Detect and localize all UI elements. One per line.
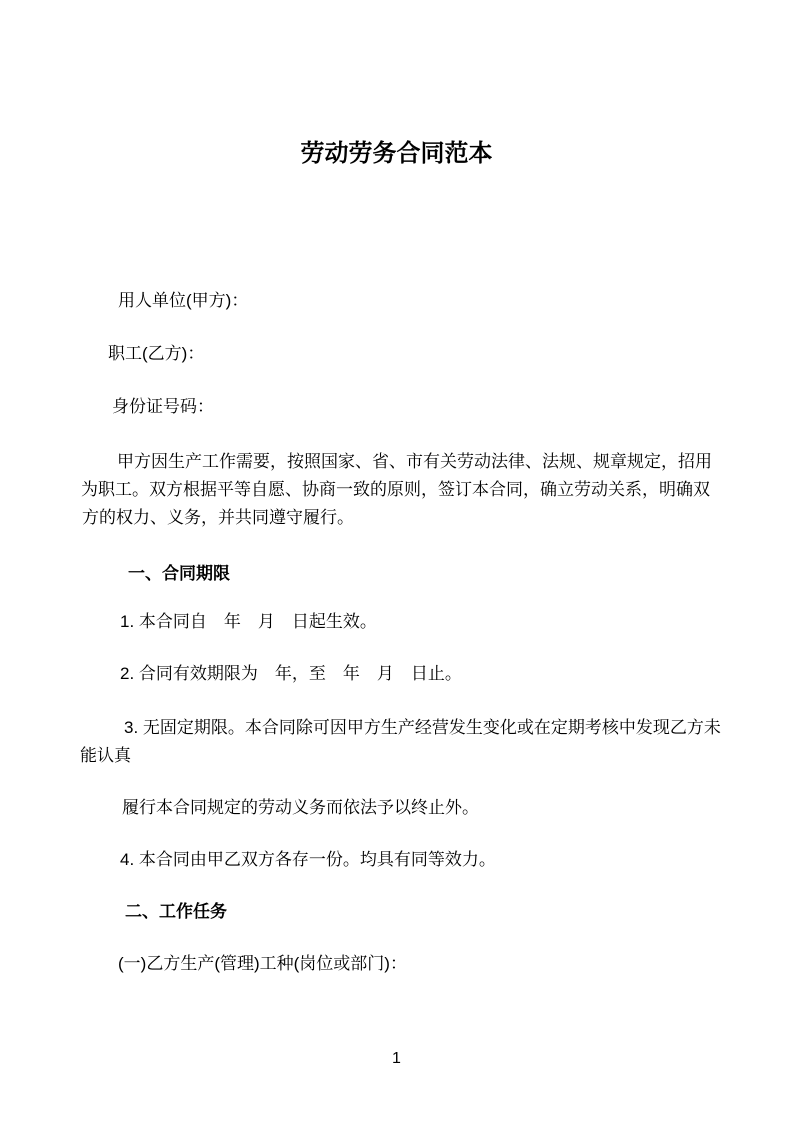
intro-paragraph bbox=[80, 448, 713, 532]
intro-paragraph-line-3: 方的权力、义务，并共同遵守履行。 bbox=[82, 508, 354, 527]
id-number-field-line: 身份证号码： bbox=[112, 397, 214, 416]
contract-item-3 bbox=[80, 714, 721, 770]
contract-item-3-line-2: 能认真 bbox=[80, 746, 131, 765]
employer-field-line: 用人单位(甲方)： bbox=[118, 291, 249, 310]
page-number: 1 bbox=[392, 1050, 401, 1067]
document-title: 劳动劳务合同范本 bbox=[300, 140, 493, 167]
contract-item-3-line-1: 3. 无固定期限。本合同除可因甲方生产经营发生变化或在定期考核中发现乙方未 bbox=[124, 718, 721, 737]
contract-item-1: 1. 本合同自 年 月 日起生效。 bbox=[120, 612, 377, 631]
section-2-heading: 二、工作任务 bbox=[125, 902, 227, 921]
section-2-item-1: (一)乙方生产(管理)工种(岗位或部门)： bbox=[118, 954, 407, 973]
contract-item-4: 4. 本合同由甲乙双方各存一份。均具有同等效力。 bbox=[120, 850, 496, 869]
section-1-heading: 一、合同期限 bbox=[128, 564, 230, 583]
employee-field-line: 职工(乙方)： bbox=[108, 344, 205, 363]
contract-item-2: 2. 合同有效期限为 年，至 年 月 日止。 bbox=[120, 664, 462, 683]
contract-item-3-continuation: 履行本合同规定的劳动义务而依法予以终止外。 bbox=[122, 798, 479, 817]
intro-paragraph-line-1: 甲方因生产工作需要，按照国家、省、市有关劳动法律、法规、规章规定，招用 bbox=[117, 452, 712, 471]
intro-paragraph-line-2: 为职工。双方根据平等自愿、协商一致的原则，签订本合同，确立劳动关系，明确双 bbox=[81, 480, 710, 499]
